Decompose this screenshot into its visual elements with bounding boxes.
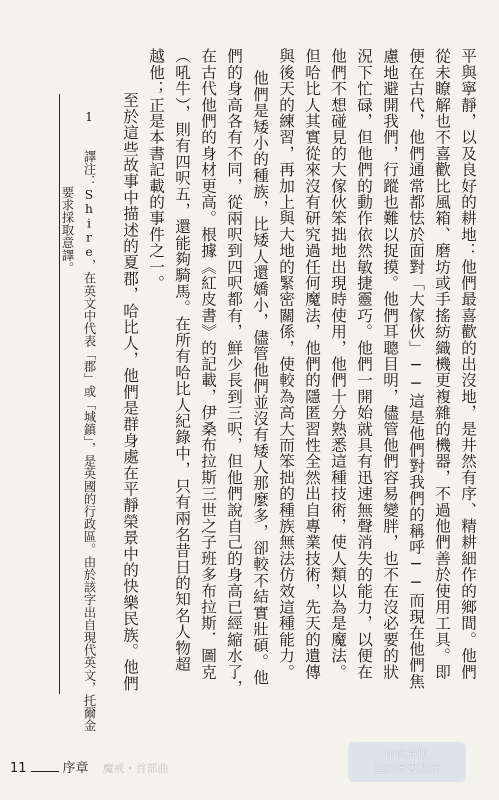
body-column-7: 但哈比人其實從來沒有研究過任何魔法，他們的隱匿習性全然出自專業技術，先天的遺傳 (303, 48, 321, 680)
body-column-11: 在古代他們的身材更高。根據《紅皮書》的記載，伊桑布拉斯三世之子班多布拉斯．圖克 (199, 48, 217, 680)
footnote-marker: 1 (82, 110, 96, 125)
body-column-5: 況下忙碌，但他們的動作依然敏捷靈巧。他們一開始就具有迅速無聲消失的能力，以便在 (355, 48, 373, 680)
body-column-4: 慮地避開我們，行蹤也難以捉摸。他們耳聰目明，儘管他們容易變胖，也不在沒必要的狀 (381, 48, 399, 680)
body-column-14: 至於這些故事中描述的夏郡，哈比人，他們是群身處在平靜榮景中的快樂民族。他們 (121, 92, 139, 692)
body-column-13: 越他；正是本書記載的事件之一。 (147, 48, 165, 291)
body-column-2: 從未瞭解也不喜歡比風箱、磨坊或手搖紡織機更複雜的機器，不過他們善於使用工具。即 (433, 48, 451, 680)
body-column-3: 便在古代，他們通常都怯於面對「大傢伙」──這是他們對我們的稱呼──而現在他們焦 (407, 48, 425, 690)
body-column-10: 們的身高各有不同，從兩呎到四呎都有，鮮少長到三呎，但他們說自己的身高已經縮水了， (225, 48, 243, 696)
faint-running-header: 魔戒・首部曲 (102, 762, 169, 775)
body-column-8: 與後天的練習，再加上與大地的緊密關係，使較為高大而笨拙的種族無法仿效這種能力。 (277, 48, 295, 680)
footnote-line-2: 要求採取意譯。 (60, 186, 74, 275)
body-column-1: 平與寧靜，以及良好的耕地：他們最喜歡的出沒地，是井然有序、精耕細作的鄉間。他們 (459, 48, 477, 680)
publisher-watermark (348, 742, 466, 782)
body-column-6: 他們不想碰見的大傢伙笨拙地出現時使用，他們十分熟悉這種技術，使人類以為是魔法。 (329, 48, 347, 680)
section-title: 序章 (62, 761, 89, 776)
footer-rule (31, 771, 59, 772)
body-column-9: 他們是矮小的種族，比矮人還嬌小，儘管他們並沒有矮人那麼多，卻較不結實壯碩。他 (251, 70, 269, 686)
footnote-line-1: 譯注：Shire，在英文中代表「郡」或「城鎮」，是英國的行政區。由於該字出自現代英文，托爾金 (82, 150, 96, 732)
body-column-12: （吼牛），則有四呎五，還能夠騎馬。在所有哈比人紀錄中，只有兩名昔日的知名人物超 (173, 48, 191, 672)
page-number: 11 (10, 761, 27, 776)
watermark-line-1: 中商原版 (385, 748, 429, 761)
watermark-line-2: 進口圖書標誌 (374, 762, 440, 775)
page-footer (10, 756, 250, 776)
